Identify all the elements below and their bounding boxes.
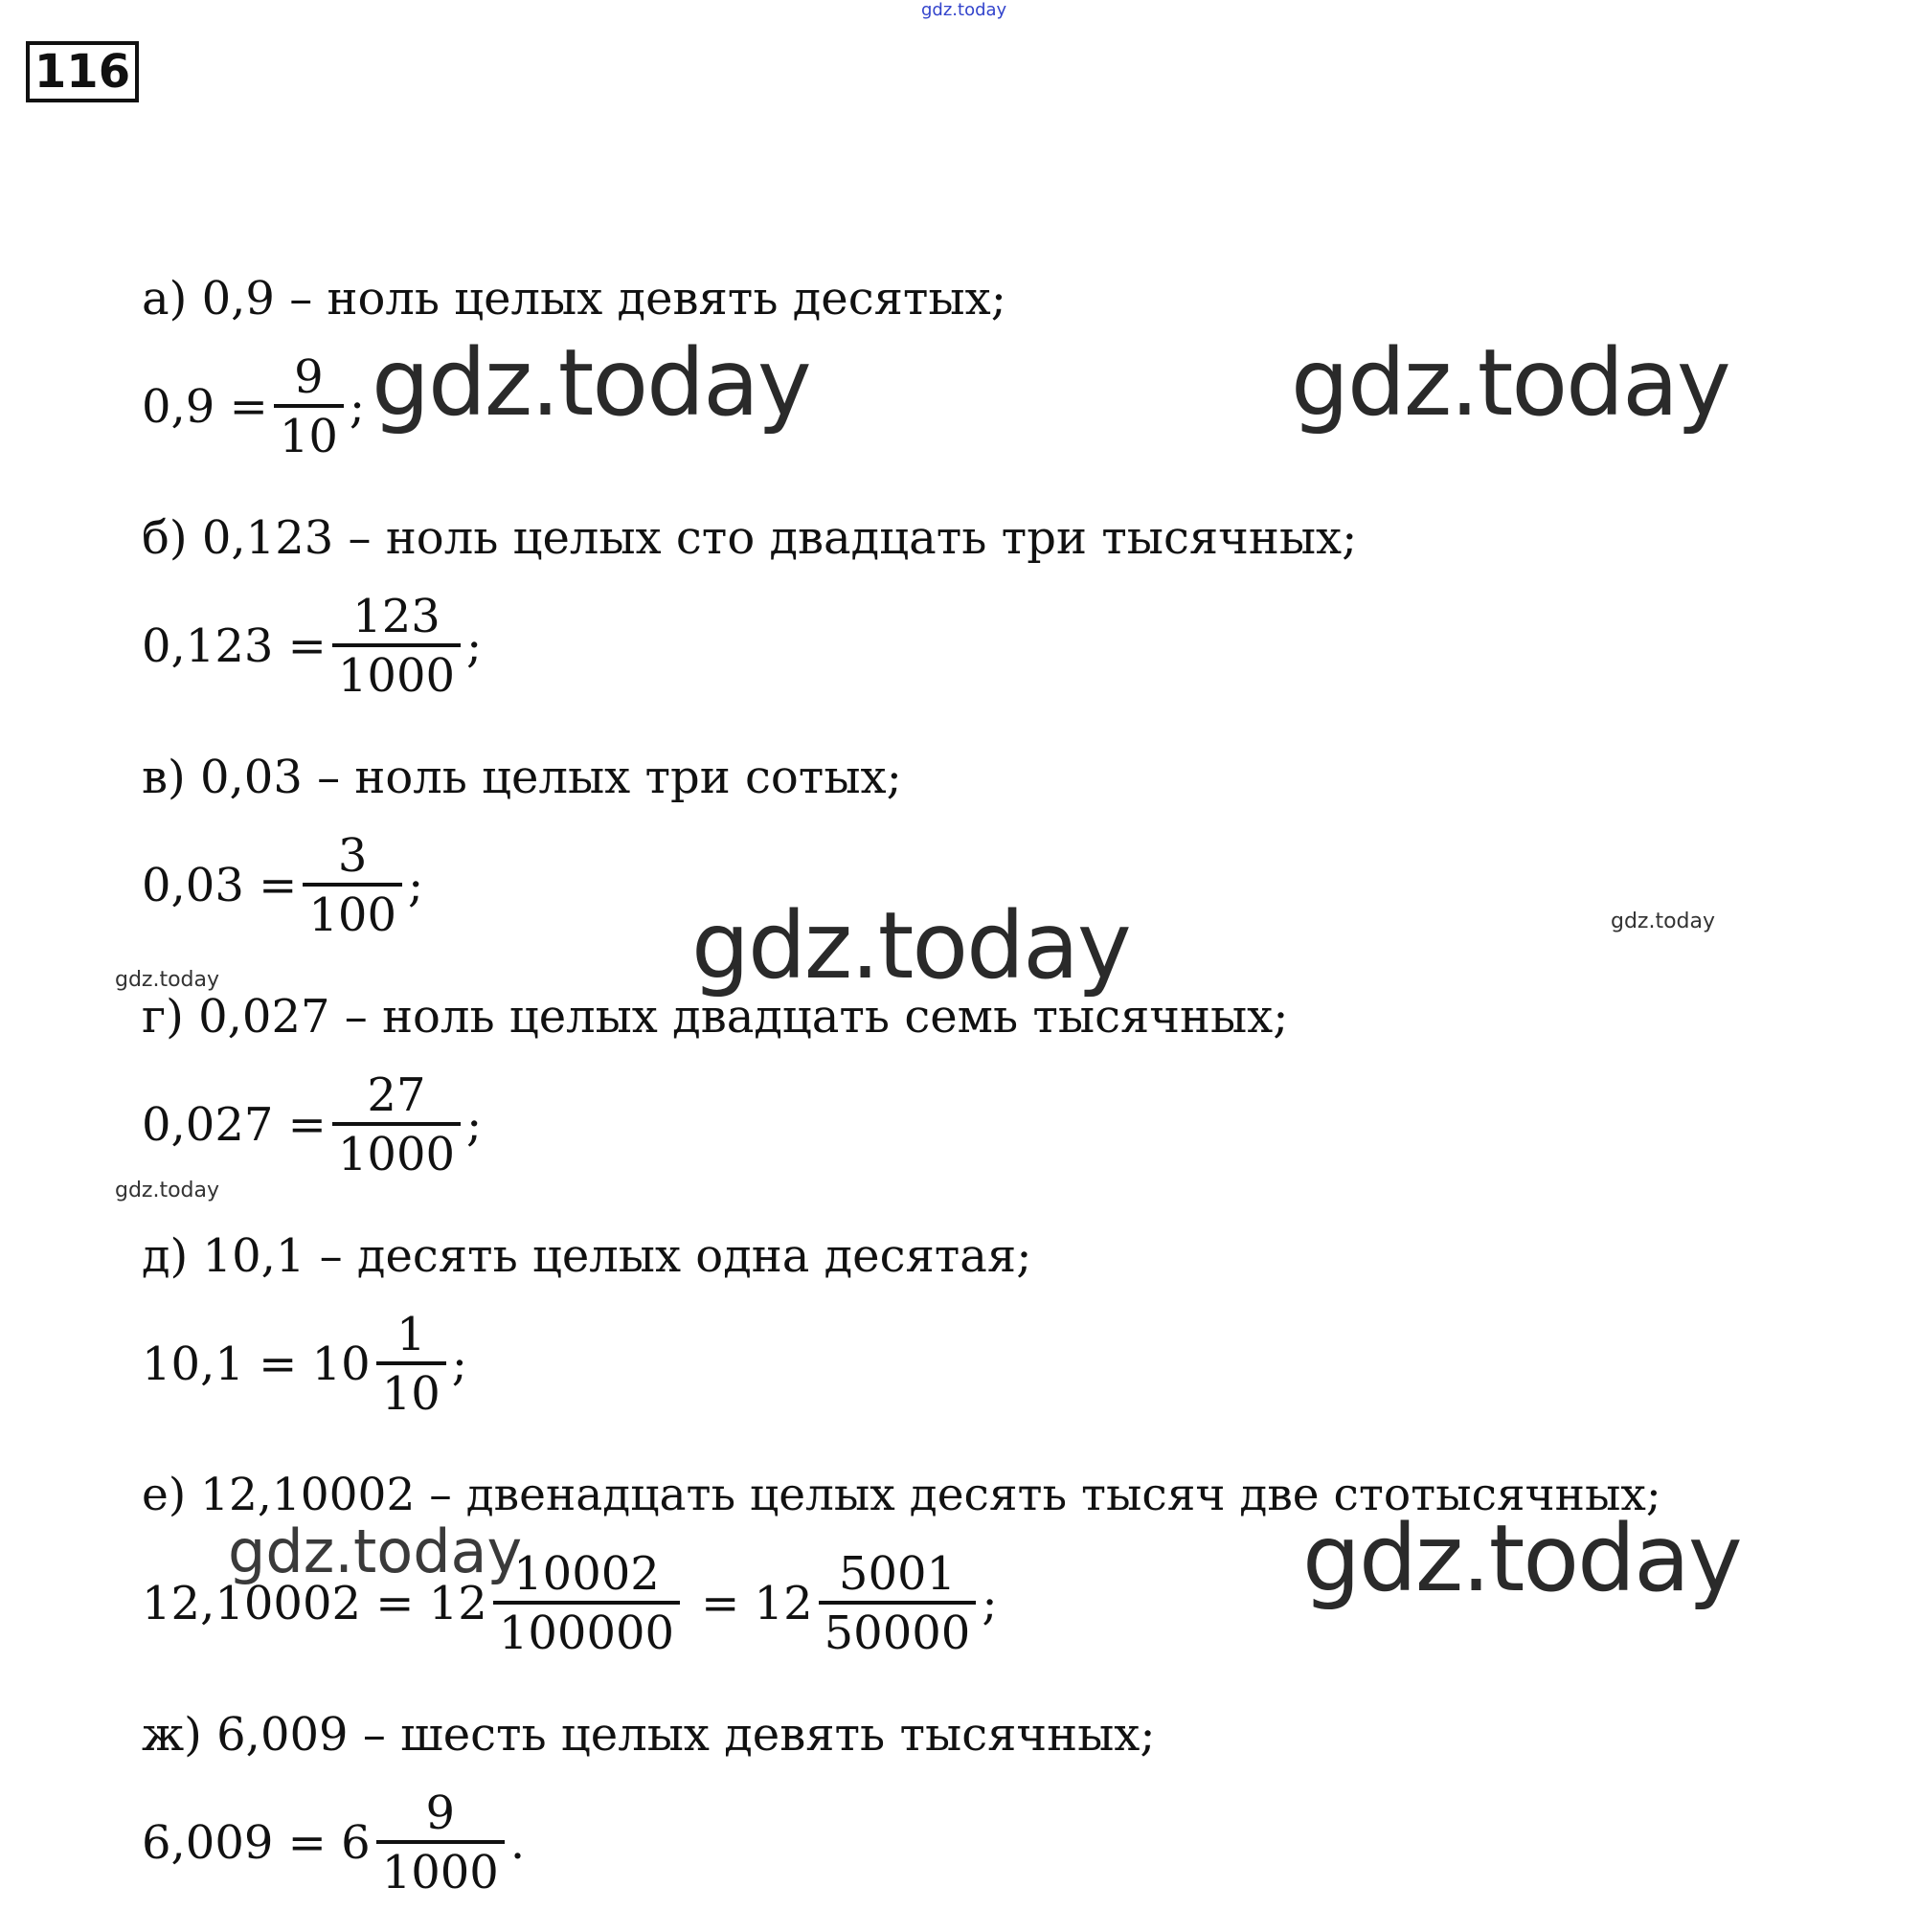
item-b-eq-left: 0,123 = xyxy=(142,619,327,673)
item-zh-text: ж) 6,009 – шесть целых девять тысячных; xyxy=(142,1708,1156,1762)
item-v-equation xyxy=(142,829,424,942)
item-a-denominator: 10 xyxy=(279,410,338,463)
item-a-eq-left: 0,9 = xyxy=(142,380,268,434)
item-a-text: а) 0,9 – ноль целых девять десятых; xyxy=(142,272,1006,326)
item-g-denominator: 1000 xyxy=(337,1128,456,1181)
item-zh-end: . xyxy=(509,1816,526,1870)
item-zh-eq-left: 6,009 = 6 xyxy=(142,1816,371,1870)
watermark: gdz.today xyxy=(691,892,1130,1000)
item-e-numerator-2: 5001 xyxy=(838,1547,957,1601)
item-d-text: д) 10,1 – десять целых одна десятая; xyxy=(142,1229,1032,1283)
item-zh-numerator: 9 xyxy=(425,1786,456,1840)
item-zh-fraction xyxy=(376,1786,505,1899)
item-e-eq-left: 12,10002 = 12 xyxy=(142,1577,487,1630)
item-a-fraction xyxy=(274,350,344,463)
item-b-fraction xyxy=(332,590,461,703)
item-d-equation xyxy=(142,1308,467,1421)
item-g-numerator: 27 xyxy=(367,1068,426,1122)
item-g-eq-left: 0,027 = xyxy=(142,1098,327,1152)
watermark: gdz.today xyxy=(1302,1505,1741,1612)
item-d-denominator: 10 xyxy=(381,1367,440,1421)
item-zh-denominator: 1000 xyxy=(381,1846,499,1899)
watermark: gdz.today xyxy=(115,968,220,992)
item-d-fraction xyxy=(376,1308,446,1421)
item-b-text: б) 0,123 – ноль целых сто двадцать три тысячных; xyxy=(142,511,1358,565)
item-g-equation xyxy=(142,1068,483,1181)
item-a-numerator: 9 xyxy=(294,350,324,404)
item-zh-equation xyxy=(142,1786,526,1899)
item-g-fraction xyxy=(332,1068,461,1181)
item-g-text: г) 0,027 – ноль целых двадцать семь тысячных; xyxy=(142,990,1289,1044)
item-d-numerator: 1 xyxy=(395,1308,426,1361)
watermark: gdz.today xyxy=(115,1179,220,1202)
item-d-eq-left: 10,1 = 10 xyxy=(142,1337,371,1391)
item-b-denominator: 1000 xyxy=(337,649,456,703)
item-b-end: ; xyxy=(466,619,483,673)
item-v-end: ; xyxy=(407,859,424,912)
watermark: gdz.today xyxy=(372,329,810,437)
item-e-eq-mid: = 12 xyxy=(701,1577,813,1630)
watermark: gdz.today xyxy=(1611,910,1716,933)
problem-number: 116 xyxy=(34,45,131,99)
item-b-numerator: 123 xyxy=(352,590,440,643)
item-v-text: в) 0,03 – ноль целых три сотых; xyxy=(142,751,902,804)
item-e-numerator: 10002 xyxy=(513,1547,660,1601)
watermark-top: gdz.today xyxy=(921,0,1007,20)
item-b-equation xyxy=(142,590,483,703)
item-d-end: ; xyxy=(451,1337,467,1391)
item-v-fraction xyxy=(303,829,402,942)
watermark: gdz.today xyxy=(228,1516,523,1586)
item-a-end: ; xyxy=(349,380,366,434)
item-e-fraction-2 xyxy=(819,1547,977,1660)
item-v-eq-left: 0,03 = xyxy=(142,859,298,912)
item-a-equation xyxy=(142,350,366,463)
item-g-end: ; xyxy=(466,1098,483,1152)
item-e-end: ; xyxy=(982,1577,998,1630)
item-e-denominator: 100000 xyxy=(498,1606,675,1660)
item-e-denominator-2: 50000 xyxy=(824,1606,971,1660)
watermark: gdz.today xyxy=(1291,329,1729,437)
problem-number-box xyxy=(26,41,139,102)
item-v-numerator: 3 xyxy=(337,829,368,883)
item-v-denominator: 100 xyxy=(308,888,396,942)
item-e-text: е) 12,10002 – двенадцать целых десять тысяч две стотысячных; xyxy=(142,1469,1661,1521)
